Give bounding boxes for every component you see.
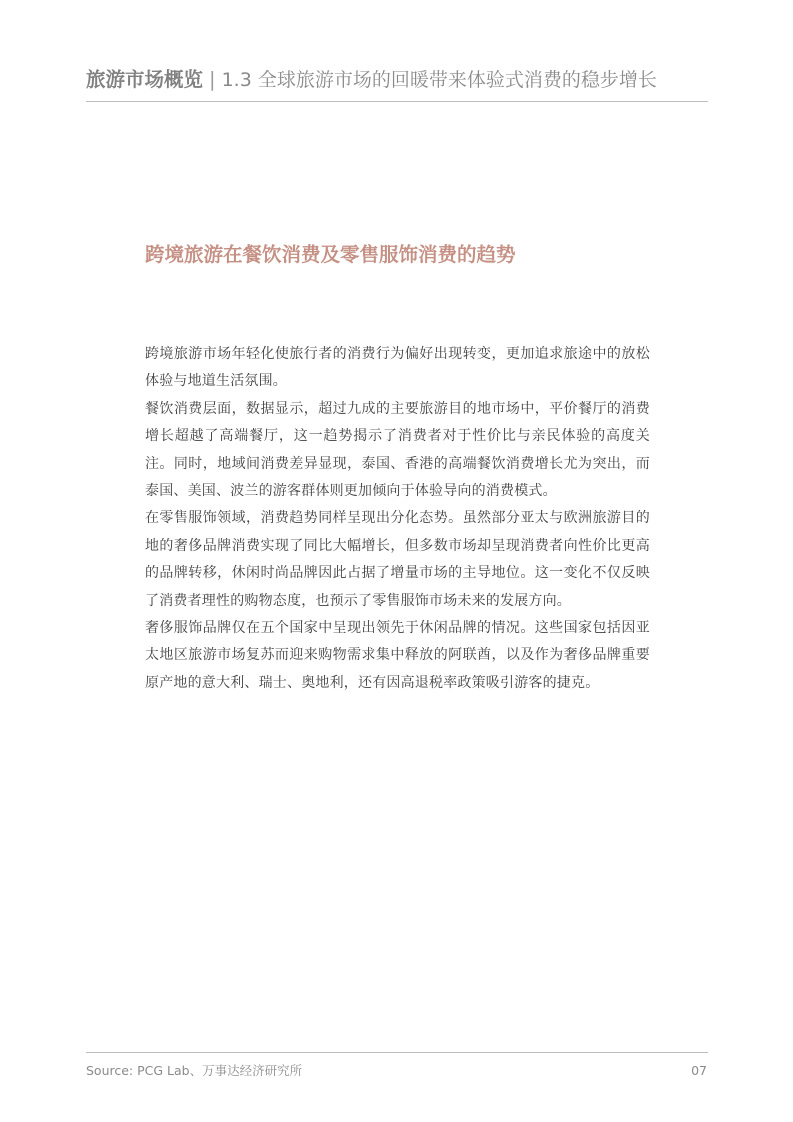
paragraph: 餐饮消费层面，数据显示，超过九成的主要旅游目的地市场中，平价餐厅的消费增长超越了高端餐厅，这一趋势揭示了消费者对于性价比与亲民体验的高度关注。同时，地域间消费差异显现，泰国、香港的高端餐饮消费增长尤为突出，而泰国、美国、波兰的游客群体则更加倾向于体验导向的消费模式。 [145,400,650,500]
article-body [145,341,650,697]
paragraph: 在零售服饰领域，消费趋势同样呈现出分化态势。虽然部分亚太与欧洲旅游目的地的奢侈品牌消费实现了同比大幅增长，但多数市场却呈现消费者向性价比更高的品牌转移，休闲时尚品牌因此占据了增量市场的主导地位。这一变化不仅反映了消费者理性的购物态度，也预示了零售服饰市场未来的发展方向。 [145,510,650,609]
page-number: 07 [691,1063,707,1078]
paragraph: 奢侈服饰品牌仅在五个国家中呈现出领先于休闲品牌的情况。这些国家包括因亚太地区旅游市场复苏而迎来购物需求集中释放的阿联酋，以及作为奢侈品牌重要原产地的意大利、瑞士、奥地利，还有因高退税率政策吸引游客的捷克。 [145,620,650,691]
header-divider [86,101,708,102]
page-header [86,64,710,96]
article-title: 跨境旅游在餐饮消费及零售服饰消费的趋势 [145,243,516,266]
footer-divider [86,1052,708,1053]
section-title: 旅游市场概览 [86,68,204,91]
source-note: Source: PCG Lab、万事达经济研究所 [86,1063,303,1078]
paragraph: 跨境旅游市场年轻化使旅行者的消费行为偏好出现转变，更加追求旅途中的放松体验与地道生活氛围。 [145,346,650,390]
section-subtitle: 1.3 全球旅游市场的回暖带来体验式消费的稳步增长 [221,69,657,91]
header-separator: | [209,68,216,91]
